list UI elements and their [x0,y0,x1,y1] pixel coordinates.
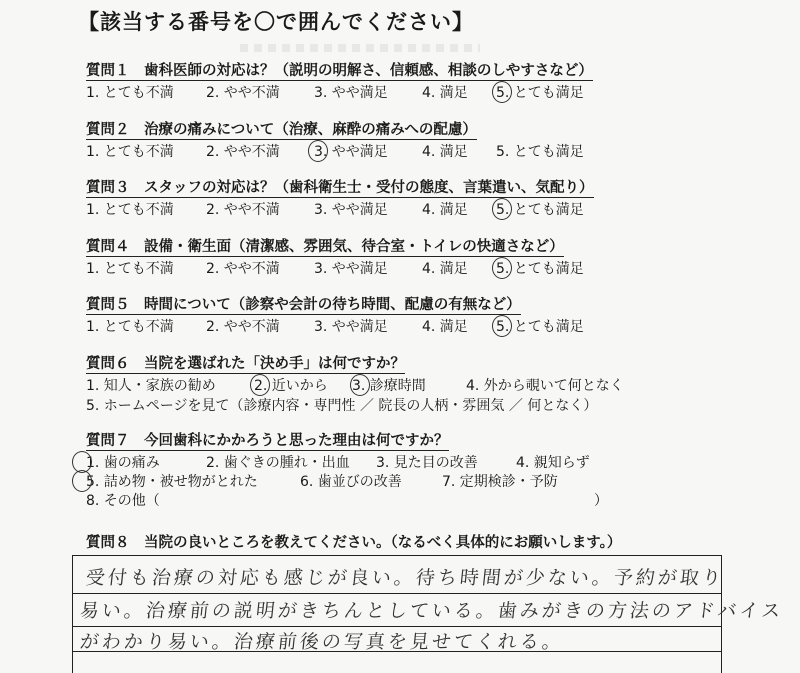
q5-option-4[interactable]: 4. 満足 [422,319,468,335]
answer-rule-1 [72,593,722,594]
question-3-heading: 質問３ スタッフの対応は？（歯科衛生士・受付の態度、言葉遣い、気配り） [86,180,594,196]
q7-option-2[interactable]: 2. 歯ぐきの腫れ・出血 [206,455,350,471]
q5-option-2[interactable]: 2. やや不満 [206,319,280,335]
q4-option-1[interactable]: 1. とても不満 [86,261,174,277]
q4-answer-circle [492,257,512,279]
q3-option-3[interactable]: 3. やや満足 [314,202,388,218]
q7-option-6[interactable]: 6. 歯並びの改善 [300,474,402,490]
q7-option-4[interactable]: 4. 親知らず [516,455,590,471]
q3-option-5[interactable]: 5. とても満足 [496,202,584,218]
q2-option-4[interactable]: 4. 満足 [422,144,468,160]
q7-other-close: ） [594,493,608,509]
question-4-heading: 質問４ 設備・衛生面（清潔感、雰囲気、待合室・トイレの快適さなど） [86,239,564,255]
q5-option-1[interactable]: 1. とても不満 [86,319,174,335]
q4-option-3[interactable]: 3. やや満足 [314,261,388,277]
q4-option-2[interactable]: 2. やや不満 [206,261,280,277]
q1-option-4[interactable]: 4. 満足 [422,85,468,101]
question-2-heading: 質問２ 治療の痛みについて（治療、麻酔の痛みへの配慮） [86,122,477,138]
handwritten-line-2: 易い。治療前の説明がきちんとしている。歯みがきの方法のアドバイス [78,600,785,622]
q5-option-5[interactable]: 5. とても満足 [496,319,584,335]
q6-option-1[interactable]: 1. 知人・家族の勧め [86,378,216,394]
q2-option-2[interactable]: 2. やや不満 [206,144,280,160]
q2-option-1[interactable]: 1. とても不満 [86,144,174,160]
q7-option-5[interactable]: 5. 詰め物・被せ物がとれた [86,474,258,490]
q6-option-4[interactable]: 4. 外から覗いて何となく [466,378,624,394]
q6-answer-circle-3 [350,374,370,396]
q2-answer-circle [308,140,328,162]
faint-print-artifact [240,44,480,52]
q2-option-3[interactable]: 3. やや満足 [314,144,388,160]
q3-option-4[interactable]: 4. 満足 [422,202,468,218]
q7-option-3[interactable]: 3. 見た目の改善 [376,455,478,471]
q6-answer-circle-2 [250,374,270,396]
q7-option-7[interactable]: 7. 定期検診・予防 [442,474,558,490]
q7-answer-circle-5 [72,470,92,492]
q3-option-2[interactable]: 2. やや不満 [206,202,280,218]
q5-option-3[interactable]: 3. やや満足 [314,319,388,335]
question-7-heading: 質問７ 今回歯科にかかろうと思った理由は何ですか？ [86,433,449,449]
q4-option-4[interactable]: 4. 満足 [422,261,468,277]
q6-option-3[interactable]: 3. 診療時間 [352,378,426,394]
q2-option-5[interactable]: 5. とても満足 [496,144,584,160]
q1-option-1[interactable]: 1. とても不満 [86,85,174,101]
q5-answer-circle [492,315,512,337]
q1-option-2[interactable]: 2. やや不満 [206,85,280,101]
question-5-heading: 質問５ 時間について（診察や会計の待ち時間、配慮の有無など） [86,297,521,313]
q1-option-5[interactable]: 5. とても満足 [496,85,584,101]
q7-option-1[interactable]: 1. 歯の痛み [86,455,160,471]
q1-answer-circle [492,81,512,103]
question-8-heading: 質問８ 当院の良いところを教えてください。（なるべく具体的にお願いします。） [86,535,622,551]
q3-option-1[interactable]: 1. とても不満 [86,202,174,218]
q6-option-2[interactable]: 2. 近いから [254,378,328,394]
q4-option-5[interactable]: 5. とても満足 [496,261,584,277]
q6-option-5[interactable]: 5. ホームページを見て（診療内容・専門性 ／ 院長の人柄・雰囲気 ／ 何となく） [86,398,598,414]
question-6-heading: 質問６ 当院を選ばれた「決め手」は何ですか？ [86,356,405,372]
handwritten-line-3: がわかり易い。治療前後の写真を見せてくれる。 [78,631,566,653]
q1-option-3[interactable]: 3. やや満足 [314,85,388,101]
question-1-heading: 質問１ 歯科医師の対応は？（説明の明解さ、信頼感、相談のしやすさなど） [86,63,593,79]
handwritten-line-1: 受付も治療の対応も感じが良い。待ち時間が少ない。予約が取り [84,567,726,589]
page-title: 【該当する番号を〇で囲んでください】 [78,10,474,34]
q7-option-8[interactable]: 8. その他（ [86,493,160,509]
q3-answer-circle [492,198,512,220]
